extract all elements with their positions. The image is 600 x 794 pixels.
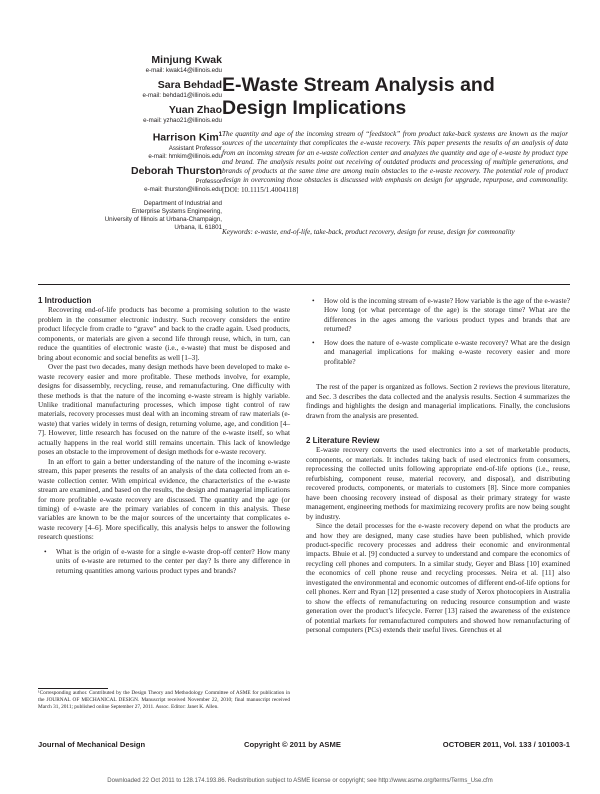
author-position: Professor <box>195 177 222 185</box>
footnote-divider <box>38 688 108 689</box>
doi[interactable]: [DOI: 10.1115/1.4004118] <box>222 185 299 194</box>
affiliation-line: Enterprise Systems Engineering, <box>131 207 222 215</box>
paragraph: Recovering end-of-life products has become a promising solution to the waste problem in the consumer electronic industry. Such recovery considers the entire product lifecycle from cradle to “grave” and back to the cradle again. Used products, components, or materials are given a second life through reuse, which, in turn, can reduce the quantities of electronic waste (i.e., e-waste) that must be disposed and bring about economic and social benefits as well [1–3]. <box>38 305 290 362</box>
bullet-item: • How old is the incoming stream of e-waste? How variable is the age of the e-waste? How long (or what percentage of the age) is the storage time? What are the differences in the ages among the various product types and brands that are returned? <box>306 296 570 334</box>
paragraph: In an effort to gain a better understanding of the nature of the incoming e-waste stream, this paper presents the results of an analysis of the data collected from an e-waste collection center. With empirical evidence, the characteristics of the e-waste stream are examined, and based on the results, the design and managerial implications for more profitable e-waste recovery are discussed. The quantity and the age (or timing) of e-waste are the primary variables of concern in this analysis. These variables are known to be the major sources of the uncertainty that complicates e-waste recovery [4–6]. More specifically, this analysis helps to answer the following research questions: <box>38 456 290 542</box>
author-email: e-mail: thurston@illinois.edu <box>144 185 222 193</box>
copyright: Copyright © 2011 by ASME <box>244 740 341 749</box>
section-heading: 2 Literature Review <box>306 435 380 445</box>
paragraph: Over the past two decades, many design methods have been developed to make e-waste recovery easier and more profitable. These methods involve, for example, designs for disassembly, recycling, reuse, and remanufacturing. One difficulty with these methods is that the nature of the incoming e-waste stream is highly variable. Unlike traditional manufacturing processes, which impose tight control of raw materials, recovery processes must deal with an incoming stream of raw materials (e-waste) that varies widely in terms of design, returning volume, age, and condition [4–7]. However, little research has focused on the nature of the e-waste itself, so what actually happens in the real world still remains uncertain. This lack of knowledge poses an obstacle to the improvement of design methods for e-waste recovery. <box>38 362 290 457</box>
author-email: e-mail: kwak14@illinois.edu <box>145 67 222 74</box>
bullet-item: • How does the nature of e-waste complicate e-waste recovery? What are the design and managerial implications for making e-waste recovery easier and more profitable? <box>306 338 570 366</box>
author-name: Harrison Kim$^1$ <box>152 131 222 144</box>
abstract-text: The quantity and age of the incoming stream of “feedstock” from product take-back systems are known as the major sources of the uncertainty that complicates the e-waste recovery. This paper presents the results of an analysis of data from an incoming stream for an e-waste collection center and analyzes the quantity and age of e-waste by product type and brand. The analysis results point out receiving of outdated products and processing of multiple generations, and brands of products at the same time are among main obstacles to the e-waste recovery. The potential role of product design in overcoming those obstacles is discussed with emphasis on design for upgrade, repurpose, and commonality. <box>222 130 568 185</box>
author <box>40 79 222 100</box>
footnote: ¹Corresponding author. Contributed by the Design Theory and Methodology Committee of ASME for publication in the JOURNAL OF MECHANICAL DESIGN. Manuscript received November 22, 2010; final manuscript received March 31, 2011; published online September 27, 2011. Assoc. Editor: Janet K. Allen. <box>38 690 290 710</box>
author-position: Assistant Professor <box>168 144 222 152</box>
paragraph: E-waste recovery converts the used electronics into a set of marketable products, components, or materials. It includes taking back of used electronics from consumers, reprocessing the collected units following appropriate end-of-life options (i.e., reuse, refurbishing, component reuse, material recovery, and disposal), and distributing recovered products, components, or materials to customers [8]. Since more companies have been choosing recovery instead of disposal as their primary strategy for waste management, engineering methods for maximizing recovery profits are now being sought by industry. <box>306 445 570 521</box>
footnote-marker: 1 <box>218 132 222 138</box>
paragraph: The rest of the paper is organized as follows. Section 2 reviews the previous literature, and Sec. 3 describes the data collected and the analysis results. Section 4 summarizes the findings and highlights the design and managerial implications. Finally, the conclusions drawn from the analysis are presented. <box>306 382 570 420</box>
author-name: Deborah Thurston <box>131 164 222 177</box>
download-notice: Downloaded 22 Oct 2011 to 128.174.193.86. Redistribution subject to ASME license or copyright; see http://www.asme.org/terms/Terms_Use.cfm <box>107 778 493 784</box>
author <box>40 165 222 194</box>
affiliation-line: University of Illinois at Urbana-Champaign, <box>104 215 222 223</box>
author-email: e-mail: hmkim@illinois.edu <box>148 152 222 160</box>
section-heading: 1 Introduction <box>38 296 92 305</box>
paragraph: Since the detail processes for the e-waste recovery depend on what the products are and how they are designed, many case studies have been published, which provide product-specific recovery processes and address their economic and environmental impacts. Bhuie et al. [9] conducted a survey to understand and compare the economics of recycling cell phones and computers. In a similar study, Geyer and Blass [10] examined the economics of cell phone reuse and recycling processes. Neira et al. [11] also investigated the environmental and economic outcomes of different end-of-life options for cell phones. Kerr and Ryan [12] presented a case study of Xerox photocopiers in Australia to show the effects of remanufacturing on reducing resource consumption and waste generation over the product’s lifecycle. Ferrer [13] raised the awareness of the existence of potential markets for remanufactured computers and showed how remanufacturing of personal computers (PCs) extends their useful lives. Grenchus et al <box>306 521 570 635</box>
author-name: Sara Behdad <box>157 79 222 91</box>
header-divider <box>38 284 570 285</box>
author-name: Yuan Zhao <box>168 104 222 116</box>
author-email: e-mail: behdad1@illinois.edu <box>142 92 222 99</box>
left-column <box>38 296 290 575</box>
affiliation-line: Urbana, IL 61801 <box>174 223 222 231</box>
abstract <box>222 130 568 195</box>
affiliation <box>40 200 222 232</box>
affiliation-line: Department of Industrial and <box>143 199 222 207</box>
author <box>40 104 222 125</box>
author-name: Minjung Kwak <box>151 54 222 66</box>
author <box>40 54 222 75</box>
author <box>40 129 222 161</box>
author-email: e-mail: yzhao21@illinois.edu <box>143 117 222 124</box>
journal-name: Journal of Mechanical Design <box>38 740 146 749</box>
bullet-item: • What is the origin of e-waste for a single e-waste drop-off center? How many units of e-waste are returned to the center per day? Is there any difference in returning quantities among various product types and brands? <box>38 547 290 575</box>
keywords: Keywords: e-waste, end-of-life, take-back, product recovery, design for reuse, design for commonality <box>222 228 515 236</box>
paper-title: E-Waste Stream Analysis and Design Implications <box>222 74 495 119</box>
issue-info: OCTOBER 2011, Vol. 133 / 101003-1 <box>442 740 570 749</box>
right-column <box>306 296 570 635</box>
author-block <box>40 54 222 232</box>
